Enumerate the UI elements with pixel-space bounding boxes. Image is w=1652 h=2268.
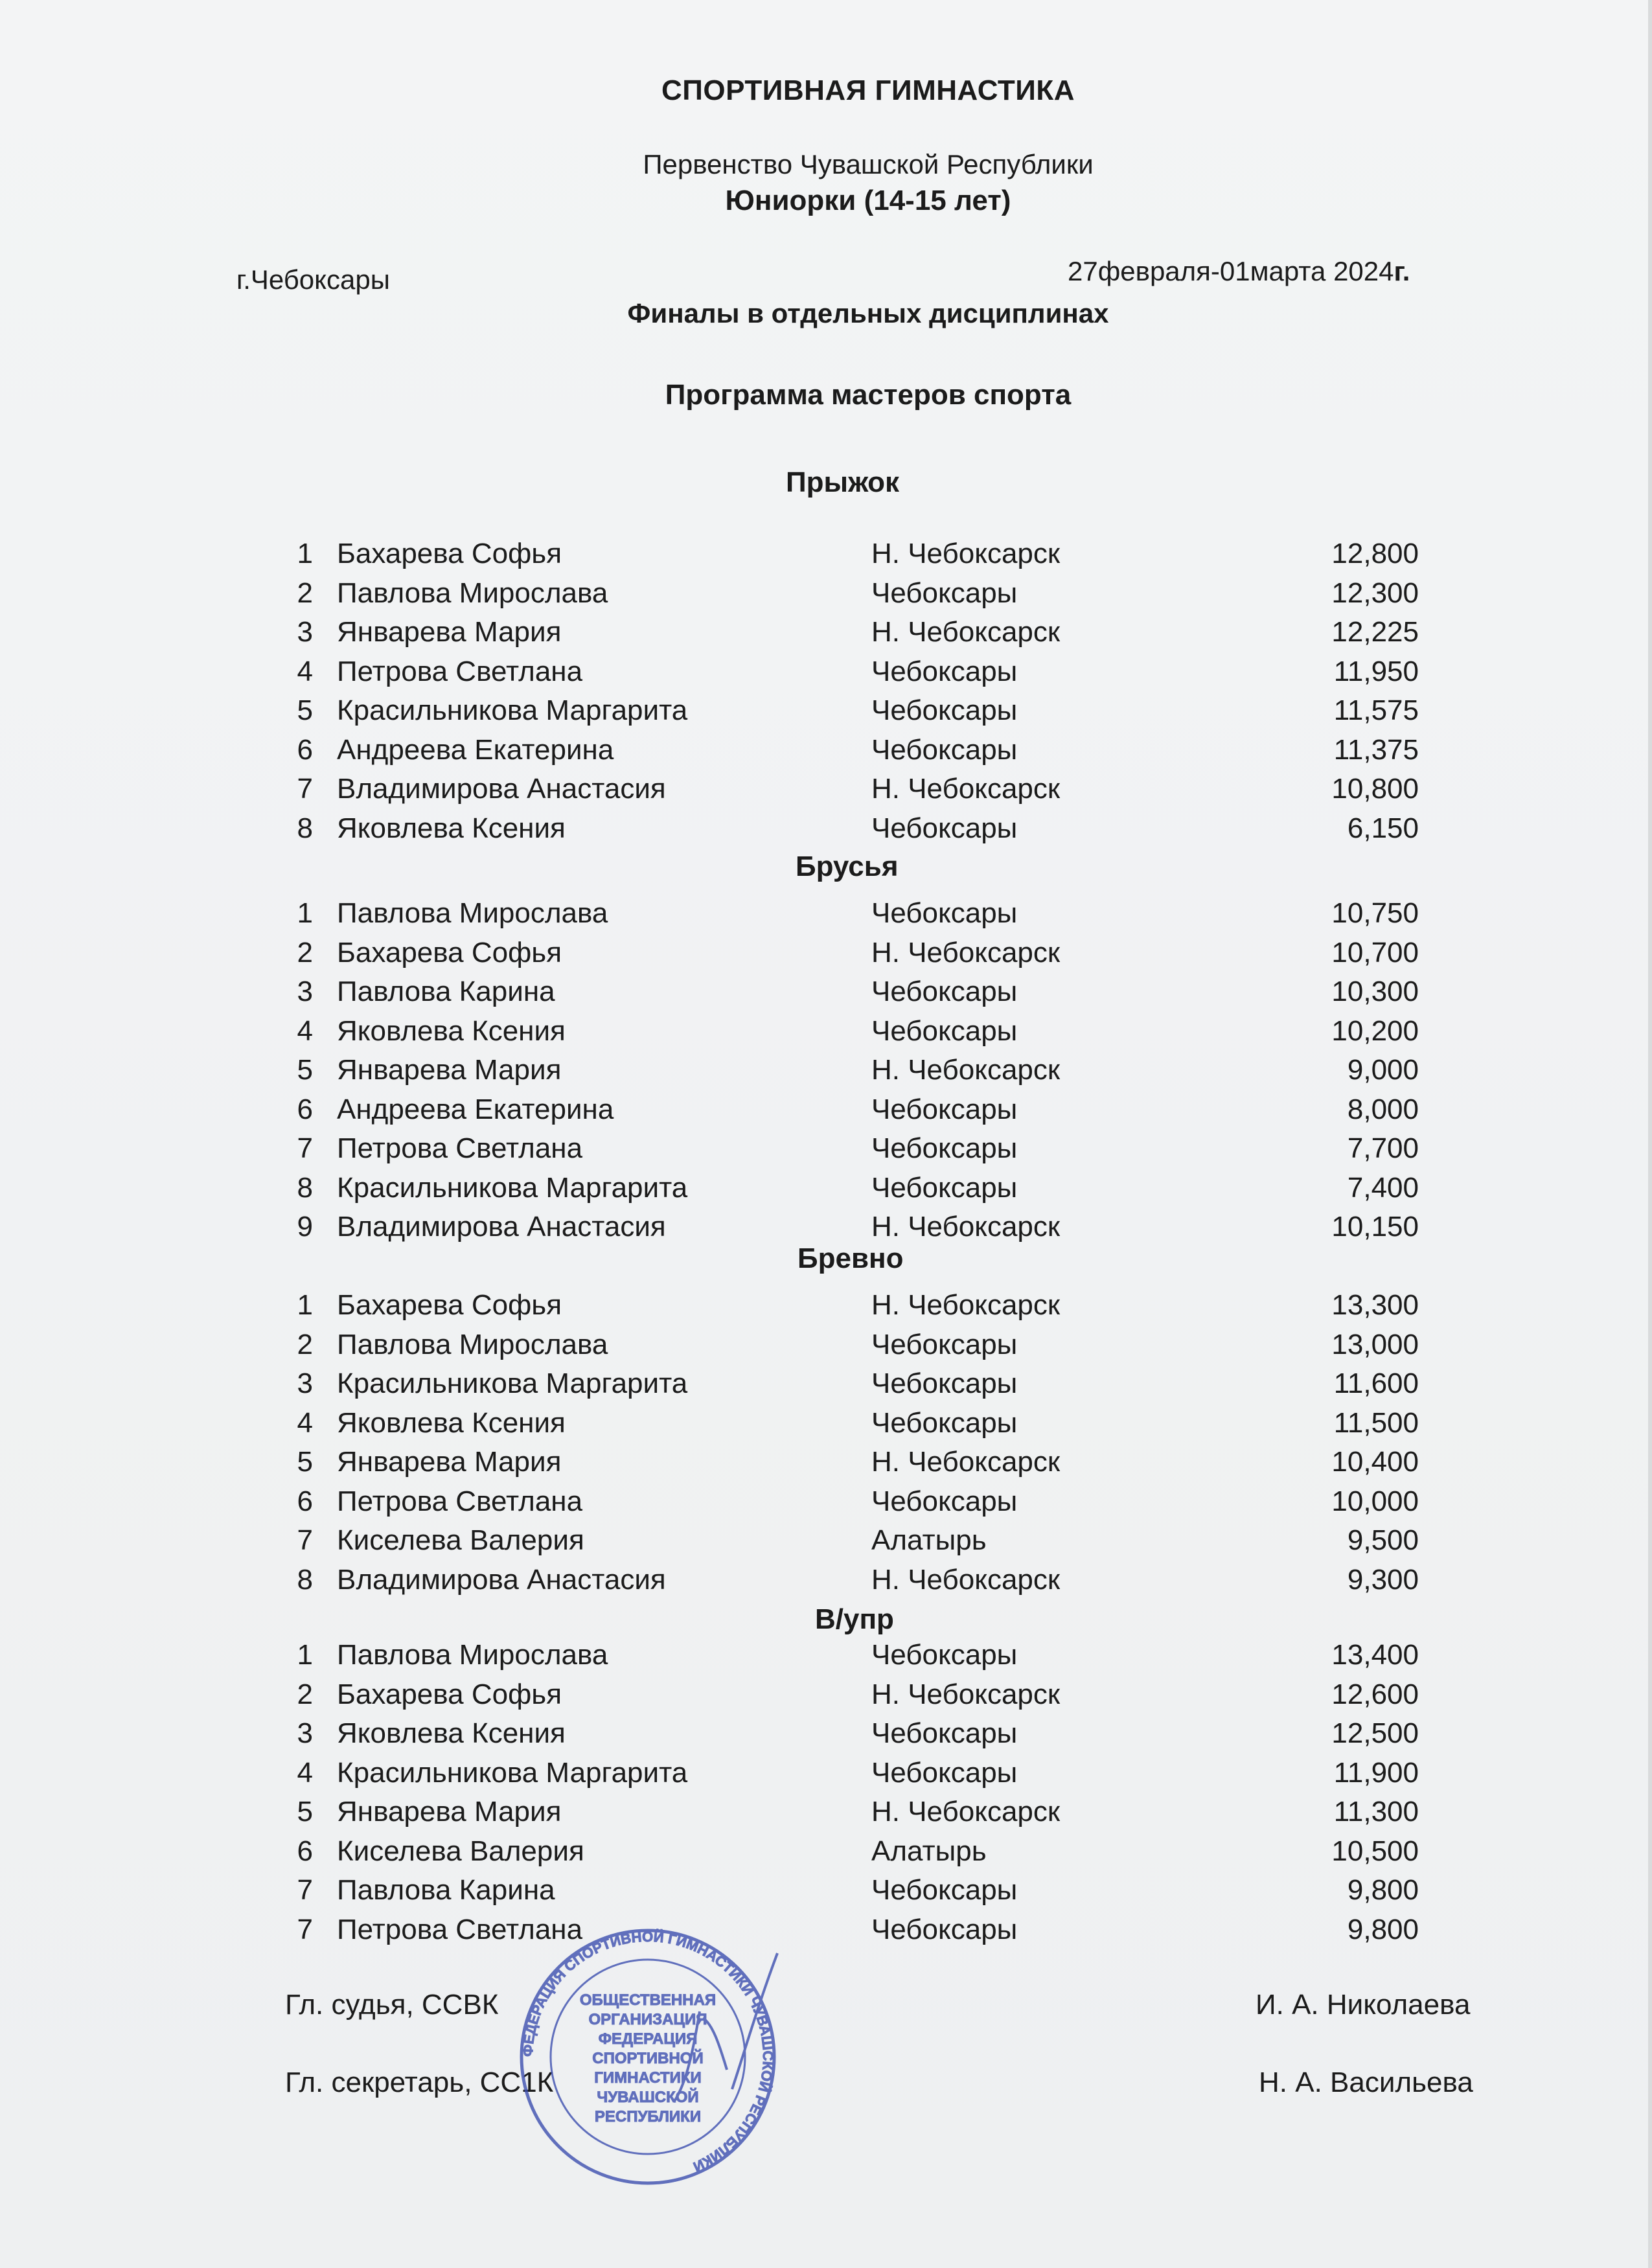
athlete-city: Н. Чебоксарск bbox=[871, 616, 1061, 648]
athlete-name: Петрова Светлана bbox=[337, 1132, 583, 1164]
place: 6 bbox=[297, 1485, 313, 1517]
result-row bbox=[0, 937, 1652, 976]
place: 7 bbox=[297, 773, 313, 805]
apparatus-heading: Брусья bbox=[796, 851, 899, 882]
result-row bbox=[0, 1485, 1652, 1524]
program-title: Программа мастеров спорта bbox=[665, 379, 1072, 411]
place: 8 bbox=[297, 1171, 313, 1204]
athlete-name: Бахарева Софья bbox=[337, 1678, 562, 1710]
stamp-line: ЧУВАШСКОЙ bbox=[597, 2089, 699, 2106]
place: 2 bbox=[297, 1678, 313, 1710]
place: 5 bbox=[297, 1796, 313, 1827]
place: 7 bbox=[297, 1132, 313, 1164]
athlete-city: Чебоксары bbox=[871, 1368, 1018, 1399]
judge-role: Гл. судья, ССВК bbox=[285, 1989, 499, 2021]
place: 1 bbox=[297, 538, 313, 569]
score: 12,600 bbox=[1331, 1678, 1419, 1710]
result-row bbox=[0, 1407, 1652, 1446]
athlete-name: Павлова Мирослава bbox=[337, 577, 608, 609]
stamp-line: ФЕДЕРАЦИЯ bbox=[598, 2030, 698, 2048]
score: 13,300 bbox=[1331, 1289, 1419, 1321]
place: 5 bbox=[297, 694, 313, 726]
stamp-line: ОБЩЕСТВЕННАЯ bbox=[579, 1991, 717, 2009]
result-row bbox=[0, 1132, 1652, 1171]
result-row bbox=[0, 1094, 1652, 1132]
place: 5 bbox=[297, 1054, 313, 1086]
score: 7,700 bbox=[1347, 1132, 1419, 1164]
score: 13,000 bbox=[1331, 1328, 1419, 1360]
athlete-name: Красильникова Маргарита bbox=[337, 694, 688, 726]
score: 9,500 bbox=[1347, 1524, 1419, 1556]
athlete-city: Н. Чебоксарск bbox=[871, 1289, 1061, 1321]
score: 10,700 bbox=[1331, 936, 1419, 968]
result-row bbox=[0, 812, 1652, 851]
place: 4 bbox=[297, 1014, 313, 1047]
score: 11,950 bbox=[1333, 655, 1419, 687]
result-row bbox=[0, 1914, 1652, 1953]
place: 9 bbox=[297, 1211, 313, 1243]
score: 8,000 bbox=[1347, 1093, 1419, 1125]
athlete-name: Яковлева Ксения bbox=[337, 1717, 566, 1749]
score: 9,800 bbox=[1347, 1913, 1419, 1945]
athlete-name: Павлова Мирослава bbox=[337, 1328, 608, 1360]
stamp-line: ОРГАНИЗАЦИЯ bbox=[588, 2011, 707, 2028]
result-row bbox=[0, 976, 1652, 1014]
score: 11,900 bbox=[1333, 1756, 1419, 1789]
score: 11,575 bbox=[1333, 694, 1419, 726]
athlete-name: Бахарева Софья bbox=[337, 936, 562, 968]
result-row bbox=[0, 773, 1652, 812]
stamp-line: СПОРТИВНОЙ bbox=[592, 2050, 704, 2067]
athlete-city: Н. Чебоксарск bbox=[871, 1563, 1061, 1596]
athlete-city: Чебоксары bbox=[871, 694, 1018, 726]
result-row bbox=[0, 1172, 1652, 1211]
score: 10,300 bbox=[1331, 976, 1419, 1007]
result-row bbox=[0, 1678, 1652, 1717]
score: 10,000 bbox=[1331, 1485, 1419, 1517]
place: 5 bbox=[297, 1446, 313, 1478]
score: 11,600 bbox=[1333, 1368, 1419, 1399]
place: 3 bbox=[297, 616, 313, 648]
athlete-city: Чебоксары bbox=[871, 577, 1018, 609]
athlete-name: Владимирова Анастасия bbox=[337, 773, 666, 805]
stamp-line: РЕСПУБЛИКИ bbox=[594, 2108, 702, 2125]
athlete-name: Киселева Валерия bbox=[337, 1524, 584, 1556]
competition-name: Первенство Чувашской Республики bbox=[643, 149, 1094, 179]
athlete-name: Павлова Карина bbox=[337, 976, 555, 1007]
stamp-ring-text: ФЕДЕРАЦИЯ СПОРТИВНОЙ ГИМНАСТИКИ ЧУВАШСКОЙ РЕСПУБЛИКИ bbox=[519, 1928, 777, 2175]
athlete-city: Н. Чебоксарск bbox=[871, 1678, 1061, 1710]
score: 10,150 bbox=[1331, 1211, 1419, 1243]
athlete-name: Андреева Екатерина bbox=[337, 1093, 614, 1125]
category: Юниорки (14-15 лет) bbox=[725, 185, 1011, 216]
athlete-city: Чебоксары bbox=[871, 1639, 1018, 1671]
athlete-city: Чебоксары bbox=[871, 1913, 1018, 1945]
result-row bbox=[0, 1446, 1652, 1485]
athlete-city: Чебоксары bbox=[871, 1874, 1018, 1906]
place: 7 bbox=[297, 1913, 313, 1945]
athlete-city: Н. Чебоксарск bbox=[871, 1446, 1061, 1478]
athlete-city: Чебоксары bbox=[871, 1717, 1018, 1749]
place: 2 bbox=[297, 577, 313, 609]
dates-suffix: г. bbox=[1394, 256, 1410, 286]
place: 8 bbox=[297, 1563, 313, 1596]
document-title: СПОРТИВНАЯ ГИМНАСТИКА bbox=[661, 74, 1075, 106]
athlete-city: Н. Чебоксарск bbox=[871, 1211, 1061, 1243]
athlete-name: Киселева Валерия bbox=[337, 1835, 584, 1867]
athlete-city: Чебоксары bbox=[871, 1756, 1018, 1789]
athlete-name: Владимирова Анастасия bbox=[337, 1563, 666, 1596]
result-row bbox=[0, 1639, 1652, 1678]
athlete-city: Чебоксары bbox=[871, 897, 1018, 929]
score: 6,150 bbox=[1347, 812, 1419, 844]
athlete-name: Январева Мария bbox=[337, 1446, 562, 1478]
score: 7,400 bbox=[1347, 1171, 1419, 1204]
score: 11,300 bbox=[1333, 1796, 1419, 1827]
score: 11,500 bbox=[1333, 1406, 1419, 1439]
athlete-city: Чебоксары bbox=[871, 1328, 1018, 1360]
athlete-city: Н. Чебоксарск bbox=[871, 1054, 1061, 1086]
place: 1 bbox=[297, 897, 313, 929]
organization-stamp bbox=[499, 1927, 797, 2186]
place: 7 bbox=[297, 1874, 313, 1906]
finals-title: Финалы в отдельных дисциплинах bbox=[627, 298, 1109, 328]
place: 4 bbox=[297, 1756, 313, 1789]
result-row bbox=[0, 1564, 1652, 1603]
place: 1 bbox=[297, 1289, 313, 1321]
judge-name: И. А. Николаева bbox=[1256, 1989, 1471, 2021]
place: 3 bbox=[297, 976, 313, 1007]
score: 11,375 bbox=[1333, 733, 1419, 766]
place: 6 bbox=[297, 733, 313, 766]
score: 9,000 bbox=[1347, 1054, 1419, 1086]
athlete-name: Красильникова Маргарита bbox=[337, 1368, 688, 1399]
athlete-name: Павлова Карина bbox=[337, 1874, 555, 1906]
place: 6 bbox=[297, 1835, 313, 1867]
athlete-name: Петрова Светлана bbox=[337, 1913, 583, 1945]
athlete-name: Январева Мария bbox=[337, 1054, 562, 1086]
athlete-city: Н. Чебоксарск bbox=[871, 773, 1061, 805]
result-row bbox=[0, 1368, 1652, 1406]
stamp-line: ГИМНАСТИКИ bbox=[594, 2069, 702, 2087]
result-row bbox=[0, 1015, 1652, 1054]
stamp-center-text bbox=[580, 1991, 716, 2125]
result-row bbox=[0, 1874, 1652, 1913]
result-row bbox=[0, 1329, 1652, 1368]
athlete-name: Бахарева Софья bbox=[337, 1289, 562, 1321]
score: 12,800 bbox=[1331, 538, 1419, 569]
result-row bbox=[0, 538, 1652, 577]
dates bbox=[1068, 256, 1410, 287]
result-row bbox=[0, 577, 1652, 616]
result-row bbox=[0, 1835, 1652, 1874]
stamp-graphic bbox=[520, 1929, 777, 2183]
athlete-city: Чебоксары bbox=[871, 1132, 1018, 1164]
apparatus-heading: Бревно bbox=[797, 1243, 904, 1274]
result-row bbox=[0, 1054, 1652, 1093]
score: 12,225 bbox=[1331, 616, 1419, 648]
athlete-city: Алатырь bbox=[871, 1835, 987, 1867]
athlete-city: Чебоксары bbox=[871, 733, 1018, 766]
score: 12,500 bbox=[1331, 1717, 1419, 1749]
place: 6 bbox=[297, 1093, 313, 1125]
score: 10,500 bbox=[1331, 1835, 1419, 1867]
score: 9,800 bbox=[1347, 1874, 1419, 1906]
athlete-city: Чебоксары bbox=[871, 812, 1018, 844]
place: 7 bbox=[297, 1524, 313, 1556]
score: 9,300 bbox=[1347, 1563, 1419, 1596]
result-row bbox=[0, 1717, 1652, 1756]
athlete-name: Яковлева Ксения bbox=[337, 1406, 566, 1439]
athlete-name: Павлова Мирослава bbox=[337, 897, 608, 929]
result-row bbox=[0, 1524, 1652, 1563]
secretary-role: Гл. секретарь, СС1К bbox=[285, 2067, 554, 2098]
place: 4 bbox=[297, 1406, 313, 1439]
athlete-name: Владимирова Анастасия bbox=[337, 1211, 666, 1243]
athlete-name: Январева Мария bbox=[337, 616, 562, 648]
score: 13,400 bbox=[1331, 1639, 1419, 1671]
athlete-city: Чебоксары bbox=[871, 1171, 1018, 1204]
city: г.Чебоксары bbox=[236, 264, 390, 295]
athlete-name: Красильникова Маргарита bbox=[337, 1171, 688, 1204]
score: 10,800 bbox=[1331, 773, 1419, 805]
score: 10,750 bbox=[1331, 897, 1419, 929]
score: 10,200 bbox=[1331, 1014, 1419, 1047]
place: 3 bbox=[297, 1368, 313, 1399]
athlete-name: Бахарева Софья bbox=[337, 538, 562, 569]
place: 3 bbox=[297, 1717, 313, 1749]
result-row bbox=[0, 616, 1652, 655]
athlete-city: Н. Чебоксарск bbox=[871, 1796, 1061, 1827]
place: 1 bbox=[297, 1639, 313, 1671]
athlete-name: Яковлева Ксения bbox=[337, 1014, 566, 1047]
apparatus-heading: Прыжок bbox=[786, 466, 900, 498]
athlete-name: Петрова Светлана bbox=[337, 1485, 583, 1517]
apparatus-heading: В/упр bbox=[815, 1603, 894, 1635]
secretary-name: Н. А. Васильева bbox=[1259, 2067, 1473, 2098]
place: 8 bbox=[297, 812, 313, 844]
score: 12,300 bbox=[1331, 577, 1419, 609]
score: 10,400 bbox=[1331, 1446, 1419, 1478]
athlete-city: Чебоксары bbox=[871, 976, 1018, 1007]
result-row bbox=[0, 1796, 1652, 1835]
place: 2 bbox=[297, 936, 313, 968]
athlete-city: Чебоксары bbox=[871, 1093, 1018, 1125]
athlete-name: Андреева Екатерина bbox=[337, 733, 614, 766]
athlete-name: Петрова Светлана bbox=[337, 655, 583, 687]
athlete-city: Чебоксары bbox=[871, 1014, 1018, 1047]
place: 2 bbox=[297, 1328, 313, 1360]
athlete-city: Н. Чебоксарск bbox=[871, 936, 1061, 968]
place: 4 bbox=[297, 655, 313, 687]
result-row bbox=[0, 1289, 1652, 1328]
athlete-city: Алатырь bbox=[871, 1524, 987, 1556]
dates-text: 27февраля-01марта 2024 bbox=[1068, 256, 1394, 286]
athlete-city: Чебоксары bbox=[871, 1485, 1018, 1517]
result-row bbox=[0, 1757, 1652, 1796]
athlete-name: Красильникова Маргарита bbox=[337, 1756, 688, 1789]
result-row bbox=[0, 897, 1652, 936]
athlete-name: Яковлева Ксения bbox=[337, 812, 566, 844]
athlete-city: Чебоксары bbox=[871, 1406, 1018, 1439]
result-row bbox=[0, 656, 1652, 694]
athlete-name: Январева Мария bbox=[337, 1796, 562, 1827]
athlete-city: Чебоксары bbox=[871, 655, 1018, 687]
athlete-city: Н. Чебоксарск bbox=[871, 538, 1061, 569]
result-row bbox=[0, 694, 1652, 733]
result-row bbox=[0, 734, 1652, 773]
athlete-name: Павлова Мирослава bbox=[337, 1639, 608, 1671]
